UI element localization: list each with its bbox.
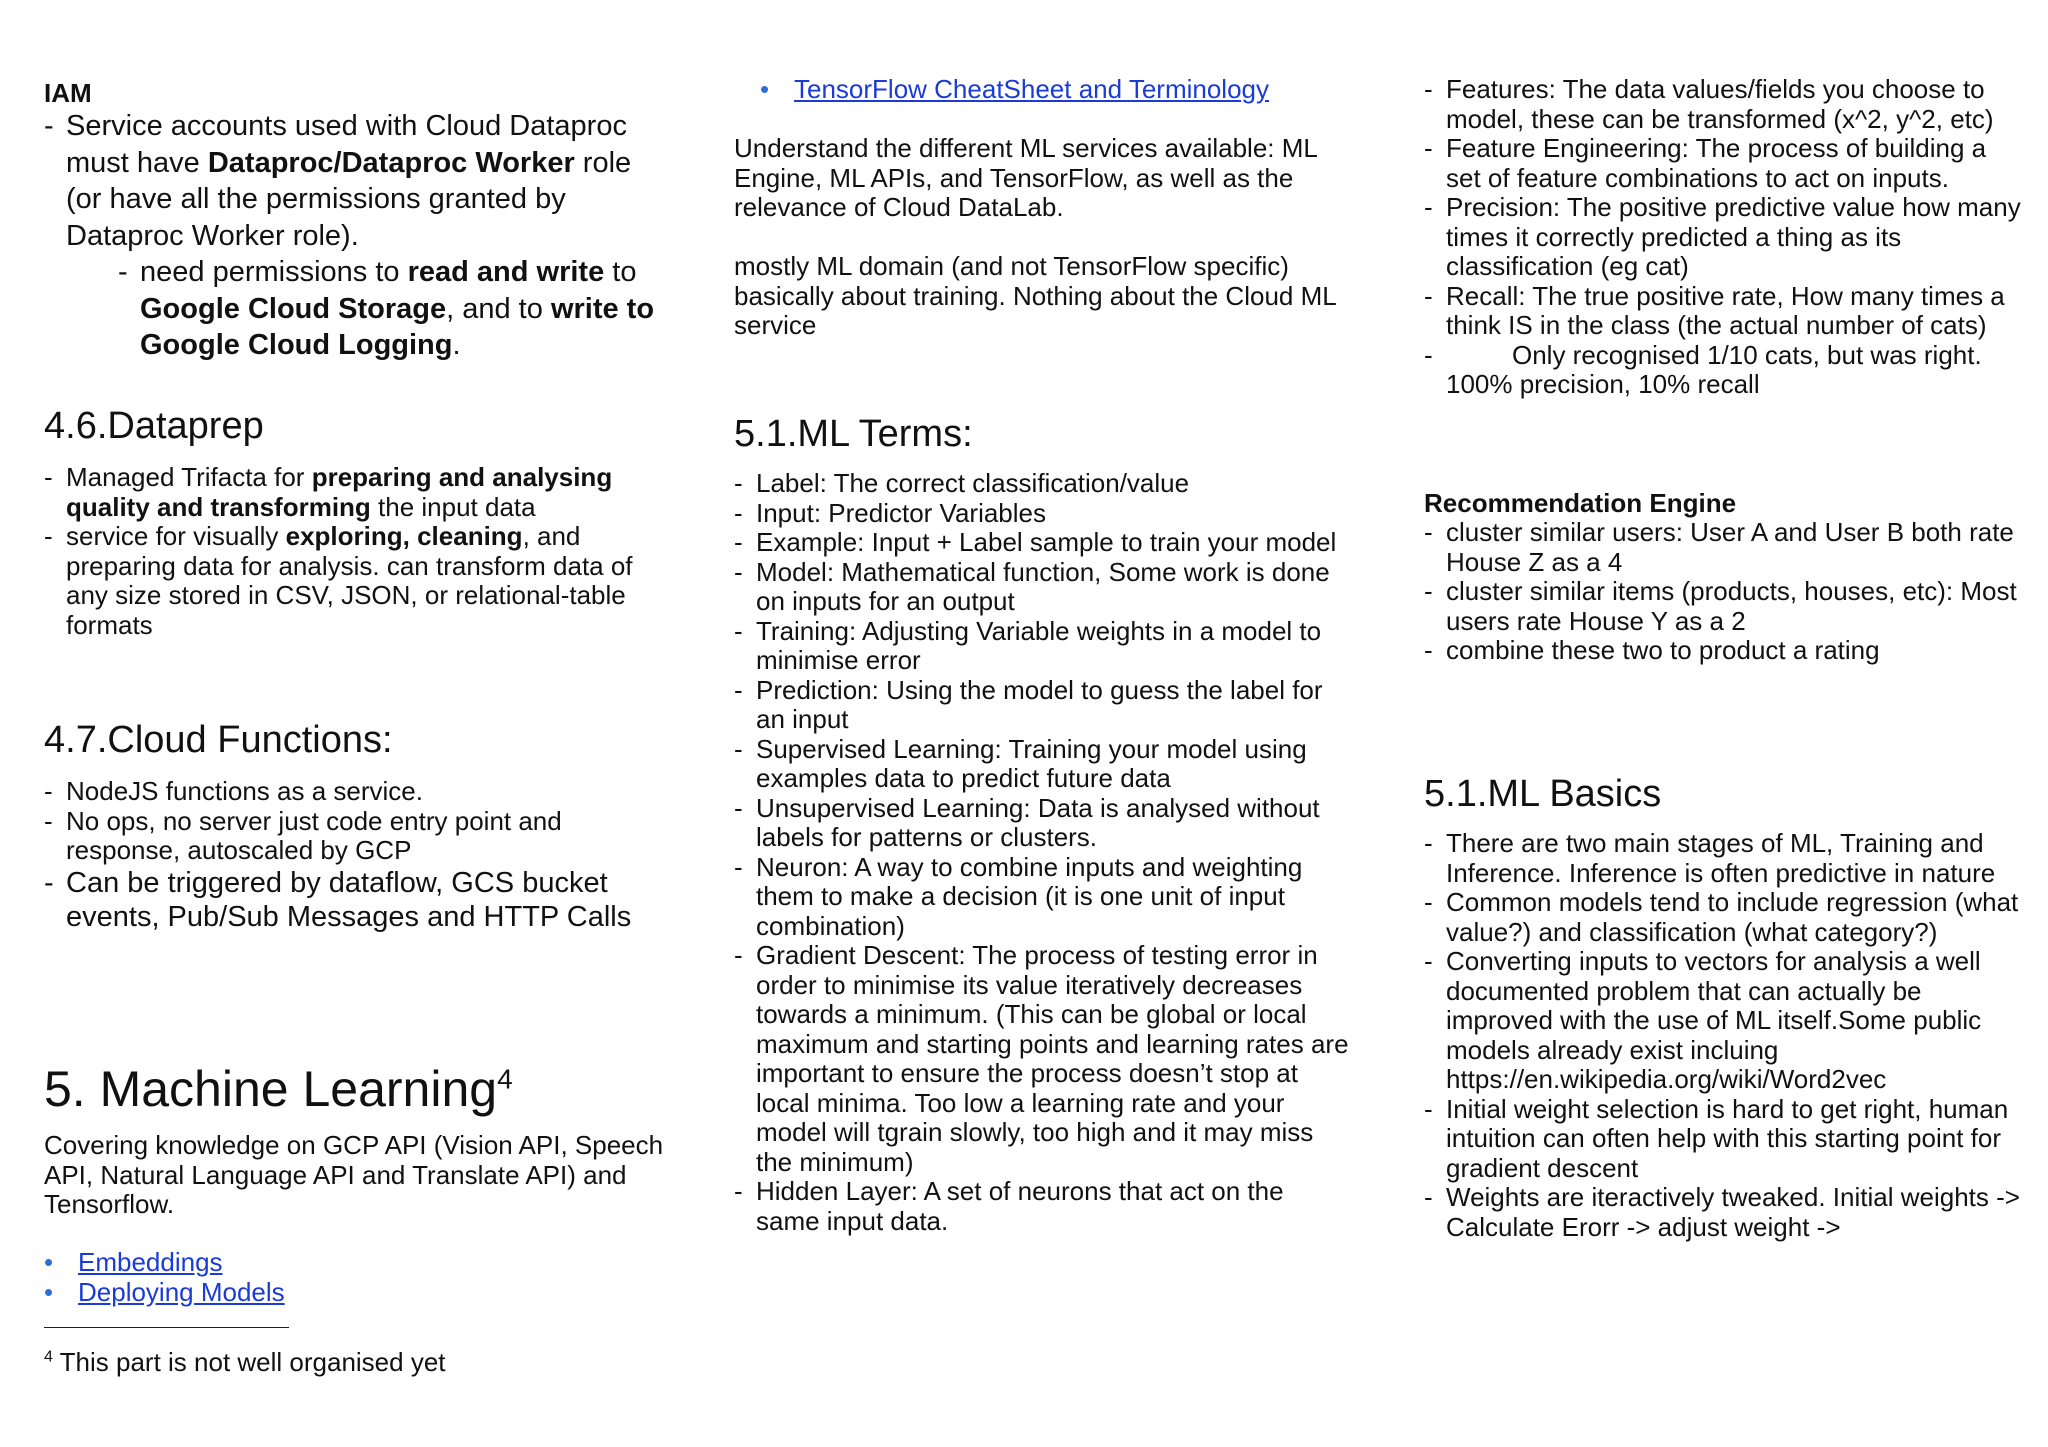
dataprep-list [44,463,664,640]
recommendation-list [1424,518,2024,666]
list-item: - Common models tend to include regression (what value?) and classification (what category?) [1424,888,2024,947]
ml-basics-heading: 5.1.ML Basics [1424,773,1662,815]
machine-learning-heading: 5. Machine Learning$^4$ [44,1061,513,1117]
ml-terms-list [734,469,1349,1236]
list-item: - Example: Input + Label sample to train your model [734,528,1349,558]
iam-heading: IAM [44,78,92,108]
list-item: - Precision: The positive predictive value how many times it correctly predicted a thing as its classification (eg cat) [1424,193,2024,282]
list-item: - Feature Engineering: The process of building a set of feature combinations to act on inputs. [1424,134,2024,193]
list-item: - service for visually exploring, cleaning, and preparing data for analysis. can transform data of any size stored in CSV, JSON, or relational-table formats [44,522,664,640]
list-item: - Model: Mathematical function, Some work is done on inputs for an output [734,558,1349,617]
iam-list [44,108,664,254]
list-item: - combine these two to product a rating [1424,636,2024,666]
ml-basics-list [1424,829,2024,1242]
list-item: - Initial weight selection is hard to get right, human intuition can often help with this starting point for gradient descent [1424,1095,2024,1184]
features-list [1424,75,2024,400]
ml-services-text: Understand the different ML services available: ML Engine, ML APIs, and TensorFlow, as well as the relevance of Cloud DataLab. [734,133,1317,222]
list-item: - Features: The data values/fields you choose to model, these can be transformed (x^2, y^2, etc) [1424,75,2024,134]
list-item: - Prediction: Using the model to guess the label for an input [734,676,1349,735]
list-item: - Can be triggered by dataflow, GCS bucket events, Pub/Sub Messages and HTTP Calls [44,866,664,934]
list-item [44,1248,664,1278]
list-item: - No ops, no server just code entry point and response, autoscaled by GCP [44,807,664,866]
list-item: - Gradient Descent: The process of testing error in order to minimise its value iteratively decreases towards a minimum. (This can be global or local maximum and starting points and learning rates are important to ensure the process doesn’t stop at local minima. Too low a learning rate and your model will tgrain slowly, too high and it may miss the minimum) [734,941,1349,1177]
iam-sublist [44,254,664,364]
deploying-models-link[interactable]: Deploying Models [78,1276,285,1307]
ml-terms-heading: 5.1.ML Terms: [734,413,973,455]
embeddings-link[interactable]: Embeddings [78,1247,223,1277]
list-item: - Training: Adjusting Variable weights in a model to minimise error [734,617,1349,676]
footnote: $^4$ This part is not well organised yet [44,1347,446,1377]
list-item: - cluster similar users: User A and User B both rate House Z as a 4 [1424,518,2024,577]
dataprep-heading: 4.6.Dataprep [44,405,264,447]
tf-link-list [760,75,1349,105]
list-item: - Hidden Layer: A set of neurons that act on the same input data. [734,1177,1349,1236]
list-item: - cluster similar items (products, houses, etc): Most users rate House Y as a 2 [1424,577,2024,636]
list-item: - Service accounts used with Cloud Dataproc must have Dataproc/Dataproc Worker role (or have all the permissions granted by Dataproc Worker role). [44,108,664,254]
list-item: - There are two main stages of ML, Training and Inference. Inference is often predictive in nature [1424,829,2024,888]
list-item: - NodeJS functions as a service. [44,777,664,807]
list-item: - Neuron: A way to combine inputs and weighting them to make a decision (it is one unit of input combination) [734,853,1349,942]
list-item: - Converting inputs to vectors for analysis a well documented problem that can actually be improved with the use of ML itself.Some public models already exist incluing https://en.wikipedia.org/wiki/Word2vec [1424,947,2024,1095]
list-item: - Supervised Learning: Training your model using examples data to predict future data [734,735,1349,794]
list-item: - Only recognised 1/10 cats, but was right. 100% precision, 10% recall [1424,341,2024,400]
tensorflow-cheatsheet-link[interactable]: TensorFlow CheatSheet and Terminology [794,74,1270,104]
list-item: - Input: Predictor Variables [734,499,1349,529]
list-item: - need permissions to read and write to Google Cloud Storage, and to write to Google Cloud Logging. [118,254,664,364]
footnote-divider [44,1327,289,1328]
list-item: - Managed Trifacta for preparing and analysing quality and transforming the input data [44,463,664,522]
cloud-functions-heading: 4.7.Cloud Functions: [44,719,393,761]
list-item: - Label: The correct classification/value [734,469,1349,499]
list-item [760,75,1349,105]
list-item: - Recall: The true positive rate, How many times a think IS in the class (the actual number of cats) [1424,282,2024,341]
ml-domain-text: mostly ML domain (and not TensorFlow specific) basically about training. Nothing about the Cloud ML service [734,251,1336,340]
list-item: - Weights are iteractively tweaked. Initial weights -> Calculate Erorr -> adjust weight -> [1424,1183,2024,1242]
cloud-functions-list [44,777,664,934]
list-item [44,1278,664,1308]
ml-links-list [44,1248,664,1307]
list-item: - Unsupervised Learning: Data is analysed without labels for patterns or clusters. [734,794,1349,853]
ml-intro-text: Covering knowledge on GCP API (Vision API, Speech API, Natural Language API and Translate API) and Tensorflow. [44,1130,664,1219]
footnote-ref: 4 [497,1063,513,1095]
recommendation-engine-heading: Recommendation Engine [1424,488,1737,518]
